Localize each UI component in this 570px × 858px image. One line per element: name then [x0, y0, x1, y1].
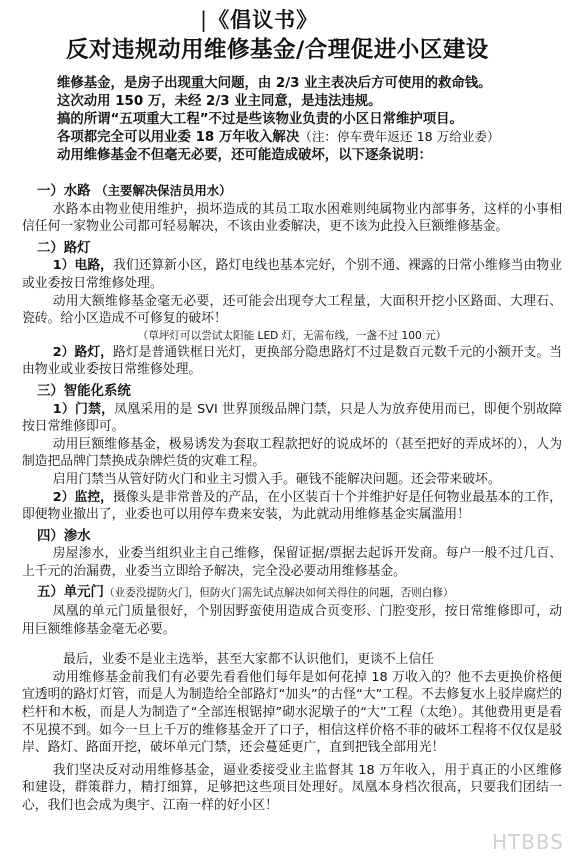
paragraph: 房屋渗水，业委当组织业主自己维修，保留证据/票据去起诉开发商。每户一般不过几百、上千元的治漏费，业委当立即给予解决，完全没必要动用维修基金。	[22, 546, 562, 579]
watermark: HTBBS	[491, 830, 564, 854]
closing-paragraph: 最后，业委不是业主选举，甚至大家都不认识他们，更谈不上信任	[62, 652, 435, 668]
section-heading-leakage: 四）渗水	[37, 528, 91, 544]
document-subtitle: 反对违规动用维修基金/合理促进小区建设	[66, 37, 489, 63]
intro-line: 这次动用 150 万，未经 2/3 业主同意，是违法违规。	[57, 93, 382, 109]
paragraph: 凤凰的单元门质量很好，个别因野蛮使用造成合页变形、门腔变形，按日常维修即可，动用巨额维修基金毫无必要。	[22, 604, 562, 637]
paragraph: 水路本由物业使用维护，损坏造成的其员工取水困难则纯属物业内部事务，这样的小事相信任何一家物业公司都可轻易解决，不该由业委解决，更不该为此投入巨额维修基金。	[22, 201, 562, 235]
intro-block	[57, 75, 562, 165]
intro-line: 搞的所谓“五项重大工程”不过是些该物业负责的小区日常维护项目。	[57, 111, 463, 127]
document-body	[22, 178, 562, 815]
intro-line: 各项都完全可以用业委 18 万年收入解决（注：停车费年返还 18 万给业委）	[57, 129, 500, 146]
section-heading-smart-system: 三）智能化系统	[37, 383, 131, 399]
paragraph: 1）电路，我们还算新小区，路灯电线也基本完好，个别不通、裸露的日常小维修当由物业或业委按日常维修处理。	[22, 258, 563, 291]
paragraph: 动用巨额维修基金，极易诱发为套取工程款把好的说成坏的（甚至把好的弄成坏的），人为制造把品牌门禁换成杂牌烂货的灾难工程。	[22, 436, 562, 470]
paragraph: 2）路灯，路灯是普通铁框日光灯，更换部分隐患路灯不过是数百元数千元的小额开支。当由物业或业委按日常维修处理。	[22, 344, 563, 378]
closing-paragraph: 动用维修基金前我们有必要先看看他们每年是如何花掉 18 万收入的？他不去更换价格便宜透明的路灯灯管，而是人为制造给全部路灯“加头”的古怪“大”工程。不去修复水上驳岸腐烂的栏杆和木板，而是人为制造了“全部连根锯掉”砌水泥墩子的“大”工程（太绝）。其他费用更是看不见摸不到。如今一旦上千万的维修基金开了口子，相信这样价格不菲的破坏工程将不仅仅是驳岸、路灯、路面开挖，破坏单元门禁，还会蔓延更广，直到把钱全部用光！	[22, 669, 562, 756]
closing-paragraph: 我们坚决反对动用维修基金，逼业委接受业主监督其 18 万年收入，用于真正的小区维修和建设，群策群力，精打细算，足够把这些项目处理好。凤凰本身档次很高，只要我们团结一心，我们也会成为奥宇、江南一样的好小区！	[22, 762, 562, 813]
paragraph: 启用门禁当从管好防火门和业主习惯入手。砸钱不能解决问题。还会带来破坏。	[52, 471, 501, 487]
intro-line: 维修基金，是房子出现重大问题，由 2/3 业主表决后方可使用的救命钱。	[57, 76, 492, 91]
paragraph: 动用大额维修基金毫无必要，还可能会出现夸大工程量，大面积开挖小区路面、大理石、瓷砖。给小区造成不可修复的破坏！	[22, 293, 562, 327]
paragraph: 1）门禁，凤凰采用的是 SVI 世界顶级品牌门禁，只是人为放弃使用而已，即便个别故障按日常维修即可。	[22, 401, 562, 435]
document-title: |《倡议书》	[200, 7, 319, 32]
title-text: 《倡议书》	[208, 7, 319, 32]
note-text: （草坪灯可以尝试太阳能 LED 灯，无需布线，一盏不过 100 元）	[137, 329, 447, 342]
intro-line: 动用维修基金不但毫无必要，还可能造成破坏，以下逐条说明：	[57, 148, 432, 164]
paragraph: 2）监控，摄像头是非常普及的产品，在小区装百十个并维护好是任何物业最基本的工作，即便物业撤出了，业委也可以用停车费来安装，为此就动用维修基金实属滥用！	[22, 489, 563, 523]
intro-note: （注：停车费年返还 18 万给业委）	[299, 129, 500, 145]
section-heading-water: 一）水路 （主要解决保洁员用水）	[37, 183, 232, 199]
section-heading-unit-door: 五）单元门（业委没提防火门，但防火门需先试点解决如何关得住的问题，否则白修）	[37, 585, 454, 601]
section-heading-lights: 二）路灯	[37, 240, 91, 256]
